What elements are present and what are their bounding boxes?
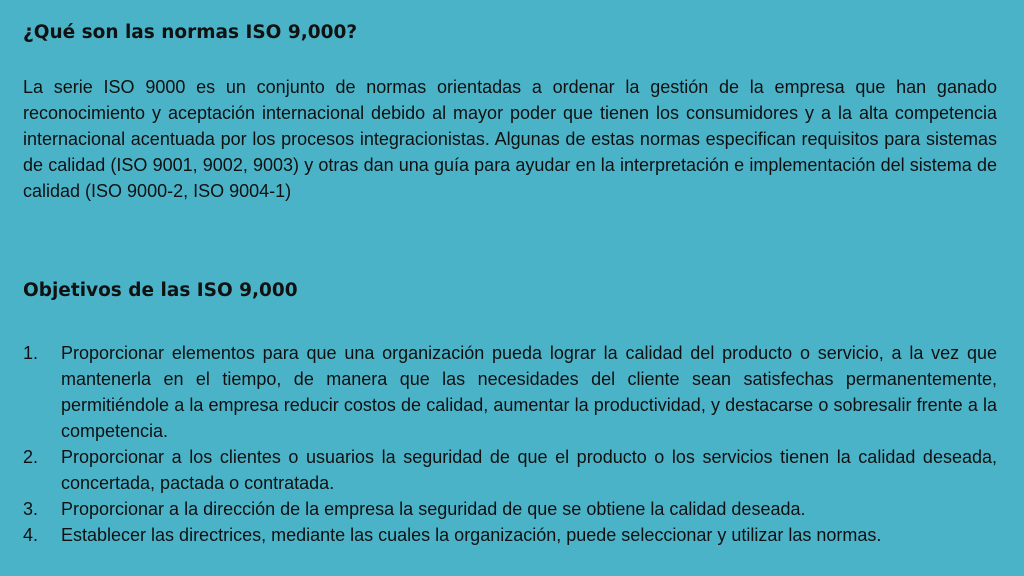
- objectives-list: [23, 340, 997, 548]
- list-item-text: Proporcionar elementos para que una organización pueda lograr la calidad del producto o servicio, a la vez que mantenerla en el tiempo, de manera que las necesidades del cliente sean satisfechas permanentemente, permitiéndole a la empresa reducir costos de calidad, aumentar la productividad, y destacarse o sobresalir frente a la competencia.: [61, 343, 997, 441]
- list-item-number: 1.: [23, 343, 39, 363]
- list-item: [23, 496, 997, 522]
- objectives-heading: Objetivos de las ISO 9,000: [23, 280, 298, 301]
- intro-paragraph: La serie ISO 9000 es un conjunto de normas orientadas a ordenar la gestión de la empresa que han ganado reconocimiento y aceptación internacional debido al mayor poder que tienen los consumidores y a la alta competencia internacional acentuada por los procesos integracionistas. Algunas de estas normas especifican requisitos para sistemas de calidad (ISO 9001, 9002, 9003) y otras dan una guía para ayudar en la interpretación e implementación del sistema de calidad (ISO 9000-2, ISO 9004-1): [23, 77, 997, 201]
- list-item-text: Proporcionar a los clientes o usuarios la seguridad de que el producto o los servicios tienen la calidad deseada, concertada, pactada o contratada.: [61, 447, 997, 493]
- list-item-number: 2.: [23, 447, 39, 467]
- list-item-text: Proporcionar a la dirección de la empresa la seguridad de que se obtiene la calidad deseada.: [61, 499, 806, 519]
- list-item-number: 3.: [23, 499, 39, 519]
- list-item: [23, 522, 997, 548]
- page-title: ¿Qué son las normas ISO 9,000?: [23, 22, 358, 43]
- list-item-number: 4.: [23, 525, 39, 545]
- slide: [23, 0, 997, 576]
- list-item: [23, 340, 997, 444]
- list-item: [23, 444, 997, 496]
- list-item-text: Establecer las directrices, mediante las cuales la organización, puede seleccionar y utilizar las normas.: [61, 525, 882, 545]
